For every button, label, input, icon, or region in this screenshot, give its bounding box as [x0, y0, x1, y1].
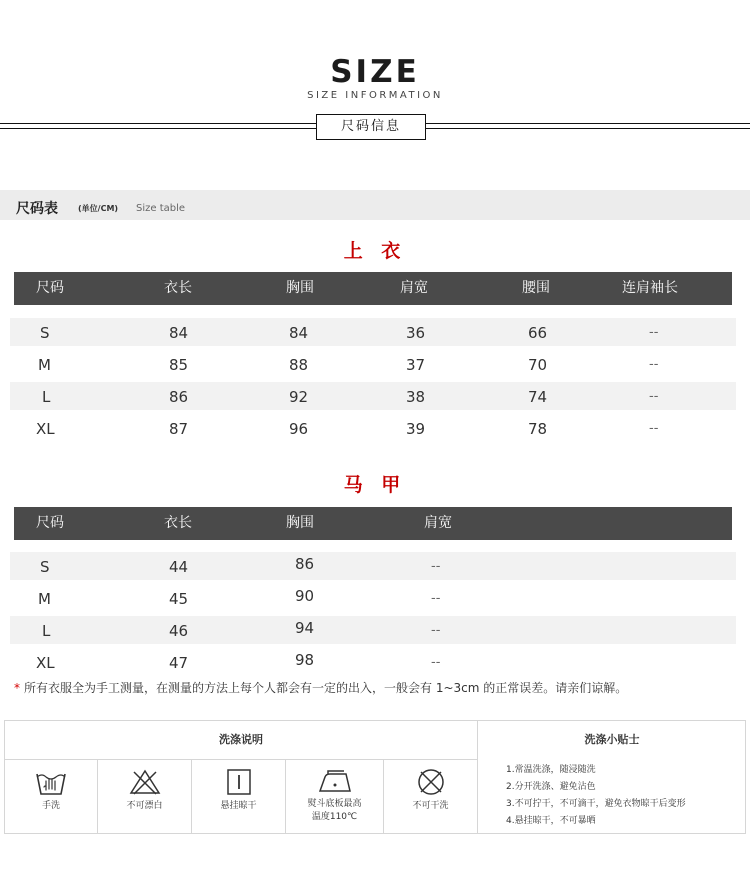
- table-cell: --: [649, 357, 659, 372]
- washing-tips-heading: 洗涤小贴士: [584, 733, 640, 746]
- size-table-title: 尺码表: [16, 201, 58, 217]
- table-row: [10, 318, 736, 346]
- top-table-header: [14, 272, 732, 305]
- care-item-hang-dry: [192, 760, 285, 834]
- table-cell: 87: [169, 420, 189, 438]
- table-row: [10, 382, 736, 410]
- table-cell: --: [431, 623, 441, 638]
- table-cell: 92: [289, 388, 309, 406]
- care-item-iron: [286, 760, 383, 834]
- vest-table-header: [14, 507, 732, 540]
- table-cell: 84: [289, 324, 309, 342]
- note-asterisk: *: [14, 681, 20, 695]
- care-label: 熨斗底板最高: [307, 799, 362, 809]
- page-subtitle: SIZE INFORMATION: [307, 90, 443, 101]
- care-item-no-bleach: [98, 760, 191, 834]
- table-cell: 74: [528, 388, 548, 406]
- tip-item: 2.分开洗涤、避免沾色: [506, 782, 596, 792]
- header-rule-left-bottom: [0, 128, 316, 129]
- size-table-unit: (单位/CM): [78, 204, 119, 213]
- washing-instructions-heading: 洗涤说明: [219, 733, 263, 746]
- table-cell: 85: [169, 356, 189, 374]
- care-item-no-dry-clean: [384, 760, 477, 834]
- top-section-title: 上 衣: [343, 240, 407, 262]
- table-cell: --: [431, 655, 441, 670]
- table-cell: 37: [406, 356, 426, 374]
- measurement-note: [14, 679, 627, 696]
- table-cell: 39: [406, 420, 426, 438]
- table-cell: 88: [289, 356, 309, 374]
- section-label-box: 尺码信息: [316, 114, 426, 140]
- hand-wash-icon: [34, 768, 68, 796]
- care-label-line2: 温度110℃: [311, 812, 358, 822]
- table-cell: 66: [528, 324, 548, 342]
- table-row: [10, 414, 736, 442]
- table-row: [10, 616, 736, 644]
- no-bleach-icon: [128, 768, 162, 796]
- top-header-cell: 连肩袖长: [622, 280, 678, 296]
- table-cell: 86: [295, 555, 315, 573]
- table-cell: 90: [295, 587, 315, 605]
- table-cell: 98: [295, 651, 315, 669]
- table-row: [10, 552, 736, 580]
- size-table-en-label: Size table: [136, 203, 186, 214]
- table-cell: M: [38, 590, 51, 608]
- table-row: [10, 350, 736, 378]
- care-label: 悬挂晾干: [220, 801, 257, 811]
- table-cell: L: [42, 622, 51, 640]
- table-cell: --: [649, 389, 659, 404]
- table-cell: 70: [528, 356, 548, 374]
- vest-header-cell: 肩宽: [424, 515, 452, 531]
- top-header-cell: 肩宽: [400, 280, 428, 296]
- iron-icon: [316, 768, 354, 794]
- table-row: [10, 584, 736, 612]
- vest-header-cell: 胸围: [286, 515, 314, 531]
- tip-item: 1.常温洗涤，随浸随洗: [506, 765, 596, 775]
- table-cell: 46: [169, 622, 189, 640]
- table-cell: --: [431, 591, 441, 606]
- table-cell: S: [40, 558, 50, 576]
- table-cell: 38: [406, 388, 426, 406]
- table-cell: S: [40, 324, 50, 342]
- header-rule-left-top: [0, 123, 316, 124]
- tip-item: 3.不可拧干，不可滴干，避免衣物晾干后变形: [506, 799, 686, 809]
- table-cell: M: [38, 356, 51, 374]
- table-cell: XL: [36, 420, 55, 438]
- top-header-cell: 胸围: [286, 280, 314, 296]
- no-dry-clean-icon: [414, 768, 448, 796]
- washing-tips-list: [506, 762, 686, 830]
- tip-item: 4.悬挂晾干，不可暴晒: [506, 816, 596, 826]
- table-cell: XL: [36, 654, 55, 672]
- table-cell: 78: [528, 420, 548, 438]
- table-cell: --: [649, 421, 659, 436]
- vest-section-title: 马 甲: [343, 474, 407, 496]
- table-row: [10, 648, 736, 676]
- care-label: 不可干洗: [412, 801, 449, 811]
- top-header-cell: 尺码: [36, 280, 64, 296]
- table-cell: 96: [289, 420, 309, 438]
- table-cell: 94: [295, 619, 315, 637]
- table-cell: --: [649, 325, 659, 340]
- table-cell: 44: [169, 558, 189, 576]
- top-header-cell: 腰围: [522, 280, 550, 296]
- header-rule-right-bottom: [426, 128, 750, 129]
- table-cell: --: [431, 559, 441, 574]
- table-cell: 36: [406, 324, 426, 342]
- vest-header-cell: 衣长: [164, 515, 192, 531]
- care-label: 不可漂白: [126, 801, 163, 811]
- hang-dry-icon: [222, 768, 256, 796]
- care-item-hand-wash: [5, 760, 97, 834]
- top-header-cell: 衣长: [164, 280, 192, 296]
- vest-header-cell: 尺码: [36, 515, 64, 531]
- table-cell: 47: [169, 654, 189, 672]
- table-cell: 86: [169, 388, 189, 406]
- note-text: 所有衣服全为手工测量，在测量的方法上每个人都会有一定的出入，一般会有 1~3cm 的正常误差。请亲们谅解。: [24, 681, 628, 695]
- table-cell: 84: [169, 324, 189, 342]
- care-label: 手洗: [41, 801, 60, 811]
- header-rule-right-top: [426, 123, 750, 124]
- page-title: SIZE: [330, 54, 420, 90]
- table-cell: L: [42, 388, 51, 406]
- table-cell: 45: [169, 590, 189, 608]
